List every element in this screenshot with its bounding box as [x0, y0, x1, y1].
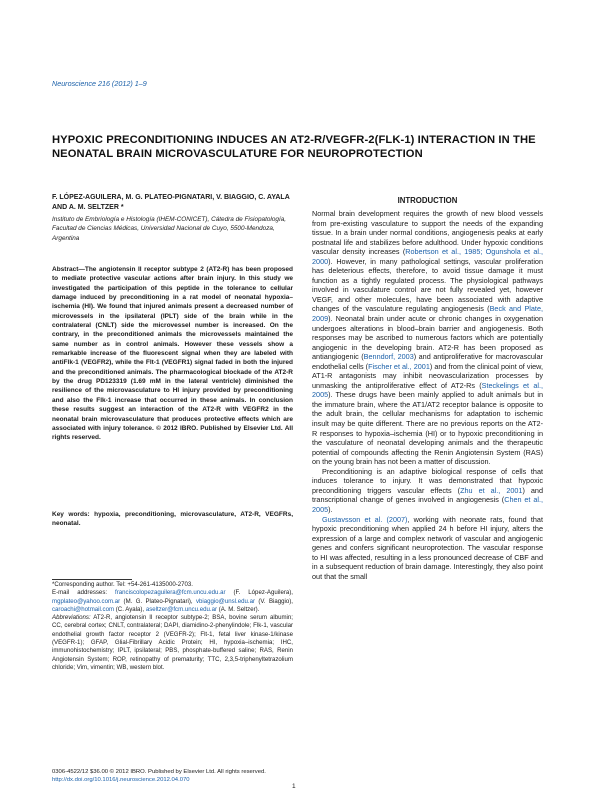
email-label: E-mail addresses:: [52, 589, 116, 597]
email-owner: (C. Ayala),: [114, 605, 146, 613]
doi-link[interactable]: http://dx.doi.org/10.1016/j.neuroscience.2012.04.070: [52, 777, 190, 783]
email-link[interactable]: franciscolopezaguilera@fcm.uncu.edu.ar: [115, 589, 226, 597]
corresponding-author-note: *Corresponding author. Tel: +54-261-4135000-2703.: [52, 581, 193, 588]
author-affiliation: Instituto de Embriología e Histología (IHEM-CONICET), Cátedra de Fisiopatología, Facultad de Ciencias Médicas, Universidad Nacional de Cuyo, 5500-Mendoza, Argentina: [52, 216, 287, 242]
citation-link[interactable]: Robertson et al., 1985; Ogunshola et al., 2000: [312, 247, 543, 266]
author-list: F. LÓPEZ-AGUILERA, M. G. PLATEO-PIGNATARI, V. BIAGGIO, C. AYALA AND A. M. SELTZER *: [52, 194, 290, 211]
email-link[interactable]: vbiaggio@unsl.edu.ar: [195, 597, 255, 605]
journal-reference[interactable]: Neuroscience 216 (2012) 1–9: [52, 79, 147, 88]
citation-link[interactable]: Chen et al., 2005: [312, 495, 543, 514]
citation-link[interactable]: Gustavsson et al. (2007): [322, 514, 408, 524]
email-owner: (F. López-Aguilera),: [225, 589, 293, 597]
introduction-body: [312, 209, 543, 581]
email-link[interactable]: aseltzer@fcm.uncu.edu.ar: [145, 605, 218, 613]
copyright-block: [52, 768, 352, 784]
citation-link[interactable]: Fischer et al., 2001: [368, 361, 430, 371]
footnote-divider: [52, 579, 132, 580]
abbreviations-list: AT2-R, angiotensin II receptor subtype-2; BSA, bovine serum albumin; CC, cerebral cortex; CNLT, contralateral; DAPI, diamidino-2-phenylindole; Flk-1, vascular endothelial growth factor receptor 2 (VEGFR-2); Flt-1, fetal liver kinase-1/kinase (VEGFR-1); GFAP, Glial-Fibrillary Acidic Protein; HI, hypoxia–ischemia; IHC, immunohistochemistry; IPLT, ipsilateral; PBS, phosphate-buffered saline; RAS, Renin Angiotensin System; ROP, retinopathy of prematurity; TTC, 2,3,5-triphenyltetrazolium chloride; Vim, vimentin; WB, western blot.: [52, 614, 293, 671]
email-link[interactable]: caroachi@hotmail.com: [52, 605, 115, 613]
paragraph: Preconditioning is an adaptive biological response of cells that induces tolerance to injury. It was demonstrated that hypoxic preconditioning triggers vascular effects (Zhu et al., 2001) and transcriptional change of genes involved in angiogenesis (Chen et al., 2005).: [312, 466, 543, 514]
email-link[interactable]: mgplateo@yahoo.com.ar: [52, 597, 121, 605]
citation-link[interactable]: Beck and Plate, 2009: [312, 304, 543, 324]
abbreviations-label: Abbreviations:: [52, 614, 91, 622]
introduction-heading: INTRODUCTION: [397, 196, 458, 205]
copyright-line: 0306-4522/12 $36.00 © 2012 IBRO. Published by Elsevier Ltd. All rights reserved.: [52, 769, 266, 775]
paragraph: Normal brain development requires the growth of new blood vessels from pre-existing vasculature to support the needs of the expanding tissue. In a brain under normal conditions, angiogenesis peaks at early postnatal life and stabilizes before adulthood. Under hypoxic conditions vascular density increases (Robertson et al., 1985; Ogunshola et al., 2000). However, in many pathological settings, vascular proliferation has deleterious effects, therefore, to avoid tissue damage it must function as a tightly regulated process. The physiological pathways involved in vasculature control are not fully revealed yet, however VEGF, and other molecules, have been associated with adaptive changes of the vasculature regulating angiogenesis (Beck and Plate, 2009). Neonatal brain under acute or chronic changes in oxygenation undergoes alterations in blood–brain barrier and angiogenesis. Both responses may be ascribed to numerous factors which are potentially angiogenic in the developing brain. AT2-R has been proposed as antiangiogenic (Benndorf, 2003) and antiproliferative for macrovascular endothelial cells (Fischer et al., 2001) and from the clinical point of view, AT1-R antagonists may inhibit neovascularization processes by unmasking the antiproliferative effect of AT2-Rs (Steckelings et al., 2005). These drugs have been mainly applied to adult animals but in the immature brain, where the AT1/AT2 receptor balance is opposite to the adult brain, the cellular mechanisms for adaptation to ischemic insult may be quite different. There are no previous reports on the AT2-R responses to hypoxia–ischemia (HI) or to hypoxic preconditioning in the vasculature of neonatal developing animals and the therapeutic potential of compounds affecting the Renin Angiotensin System (RAS) on the young brain has not been a matter of discussion.: [312, 209, 543, 467]
email-owner: (V. Biaggio),: [255, 597, 293, 605]
footnotes: [52, 581, 293, 672]
citation-link[interactable]: Steckelings et al., 2005: [312, 380, 543, 400]
email-owner: (A. M. Seltzer).: [217, 605, 260, 613]
citation-link[interactable]: Benndorf, 2003: [363, 352, 414, 362]
article-title: HYPOXIC PRECONDITIONING INDUCES AN AT2-R/VEGFR-2(FLK-1) INTERACTION IN THE NEONATAL BRAIN MICROVASCULATURE FOR NEUROPROTECTION: [52, 134, 536, 160]
email-owner: (M. G. Plateo-Pignatari),: [120, 597, 196, 605]
paragraph: Gustavsson et al. (2007), working with neonate rats, found that hypoxic preconditioning when applied 24 h before HI injury, alters the expression of a large and complex network of vascular and angiogenic genes and confers significant neuroprotection. The vascular response to HI was affected, resulting in a less pronounced decrease of CBF and in a subsequent reduction of brain damage. Interestingly, they also point out that the small: [312, 514, 543, 581]
abstract: Abstract—The angiotensin II receptor subtype 2 (AT2-R) has been proposed to mediate protective vascular actions after brain injury. In this study we investigated the participation of this peptide in the tolerance to cellular damage induced by preconditioning in a rat model of neonatal hypoxia–ischemia (HI). We found that injured animals present a decreased number of microvessels in the ipsilateral (IPLT) side of the brain while in the contralateral (CNLT) side the microvessel number is increased. On the contrary, in the preconditioned animals the microvessels maintained the same number as in control animals. However these vessels show a remarkable increase of the fluorescent signal when they are labeled with antiFlk-1 (VEGFR2), while the Flt-1 (VEGFR1) signal faded in both the injured and the preconditioned animals. The pharmacological blockade of the AT2-R by the drug PD123319 (1.69 mM in the lateral ventricle) diminished the resilience of the microvasculature to HI injury provided by preconditioning and also the Flk-1 increase that occurred in these animals. In conclusion these results suggest an interaction of the AT2-R with VEGFR2 in the neonatal brain microvasculature that produces protective effects which are associated with injury tolerance. © 2012 IBRO. Published by Elsevier Ltd. All rights reserved.: [52, 266, 293, 442]
page-number: 1: [292, 783, 296, 790]
keywords: Key words: hypoxia, preconditioning, microvasculature, AT2-R, VEGFRs, neonatal.: [52, 511, 293, 528]
citation-link[interactable]: Zhu et al., 2001: [460, 485, 523, 495]
